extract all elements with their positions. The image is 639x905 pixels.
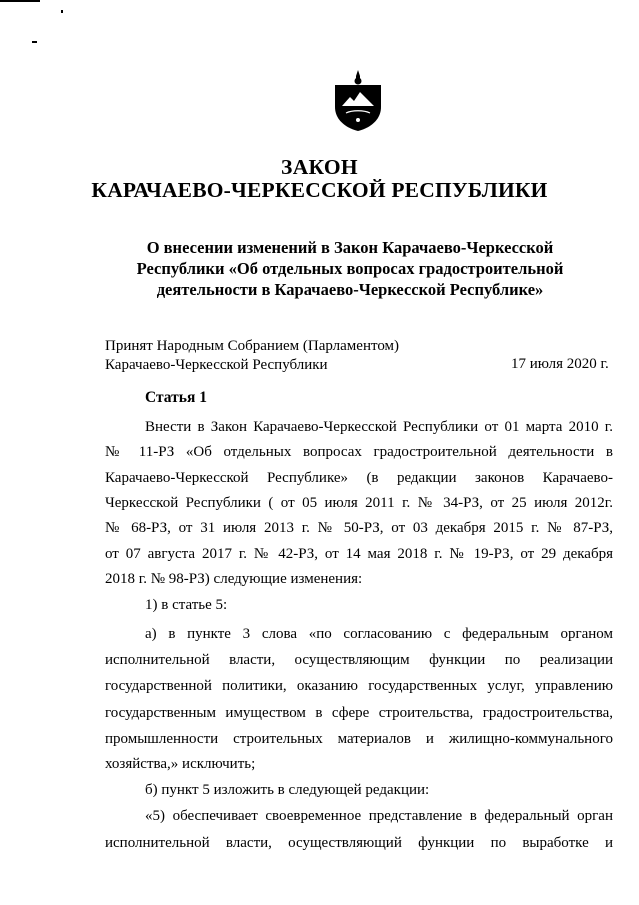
body-line: Внести в Закон Карачаево-Черкесской Республики от 01 марта 2010 г. (145, 419, 613, 435)
law-subtitle (110, 237, 590, 300)
scan-speck (0, 0, 40, 2)
body-line: исполнительной власти, осуществляющий функции по выработке и (105, 835, 613, 851)
body-line: «5) обеспечивает своевременное представление в федеральный орган (145, 808, 613, 824)
article-title: Статья 1 (145, 389, 207, 406)
body-line: Черкесской Республики ( от 05 июля 2011 г. № 34-РЗ, от 25 июля 2012г. (105, 495, 613, 511)
subtitle-line: О внесении изменений в Закон Карачаево-Черкесской (146, 238, 554, 257)
body-line: от 07 августа 2017 г. № 42-РЗ, от 14 мая 2018 г. № 19-РЗ, от 29 декабря (105, 546, 613, 562)
scan-speck (61, 10, 63, 13)
law-heading: ЗАКОН (281, 155, 358, 179)
republic-heading: КАРАЧАЕВО-ЧЕРКЕССКОЙ РЕСПУБЛИКИ (91, 178, 548, 202)
body-line: б) пункт 5 изложить в следующей редакции: (145, 782, 430, 798)
body-line: промышленности строительных материалов и жилищно-коммунального (105, 731, 613, 747)
subtitle-line: деятельности в Карачаево-Черкесской Республике» (156, 280, 544, 299)
body-line: а) в пункте 3 слова «по согласованию с федеральным органом (145, 626, 613, 642)
body-line: № 11-РЗ «Об отдельных вопросах градостроительной деятельности в (105, 444, 613, 460)
adoption-statement (105, 337, 399, 375)
body-line: хозяйства,» исключить; (105, 756, 256, 772)
coat-of-arms-emblem (332, 70, 384, 132)
body-line: исполнительной власти, осуществляющим функции по реализации (105, 652, 613, 668)
subtitle-line: Республики «Об отдельных вопросах градостроительной (136, 259, 564, 278)
body-line: Карачаево-Черкесской Республике» (в редакции законов Карачаево- (105, 470, 613, 486)
body-line: государственным имуществом в сфере строительства, градостроительства, (105, 705, 613, 721)
adoption-date: 17 июля 2020 г. (511, 356, 609, 372)
scan-speck (32, 41, 37, 43)
body-line: 2018 г. № 98-РЗ) следующие изменения: (105, 571, 363, 587)
body-line: государственной политики, оказанию государственных услуг, управлению (105, 678, 613, 694)
body-line: 1) в статье 5: (145, 597, 228, 613)
adoption-line: Принят Народным Собранием (Парламентом) (105, 338, 400, 354)
adoption-line: Карачаево-Черкесской Республики (105, 357, 328, 373)
body-line: № 68-РЗ, от 31 июля 2013 г. № 50-РЗ, от 03 декабря 2015 г. № 87-РЗ, (105, 520, 613, 536)
